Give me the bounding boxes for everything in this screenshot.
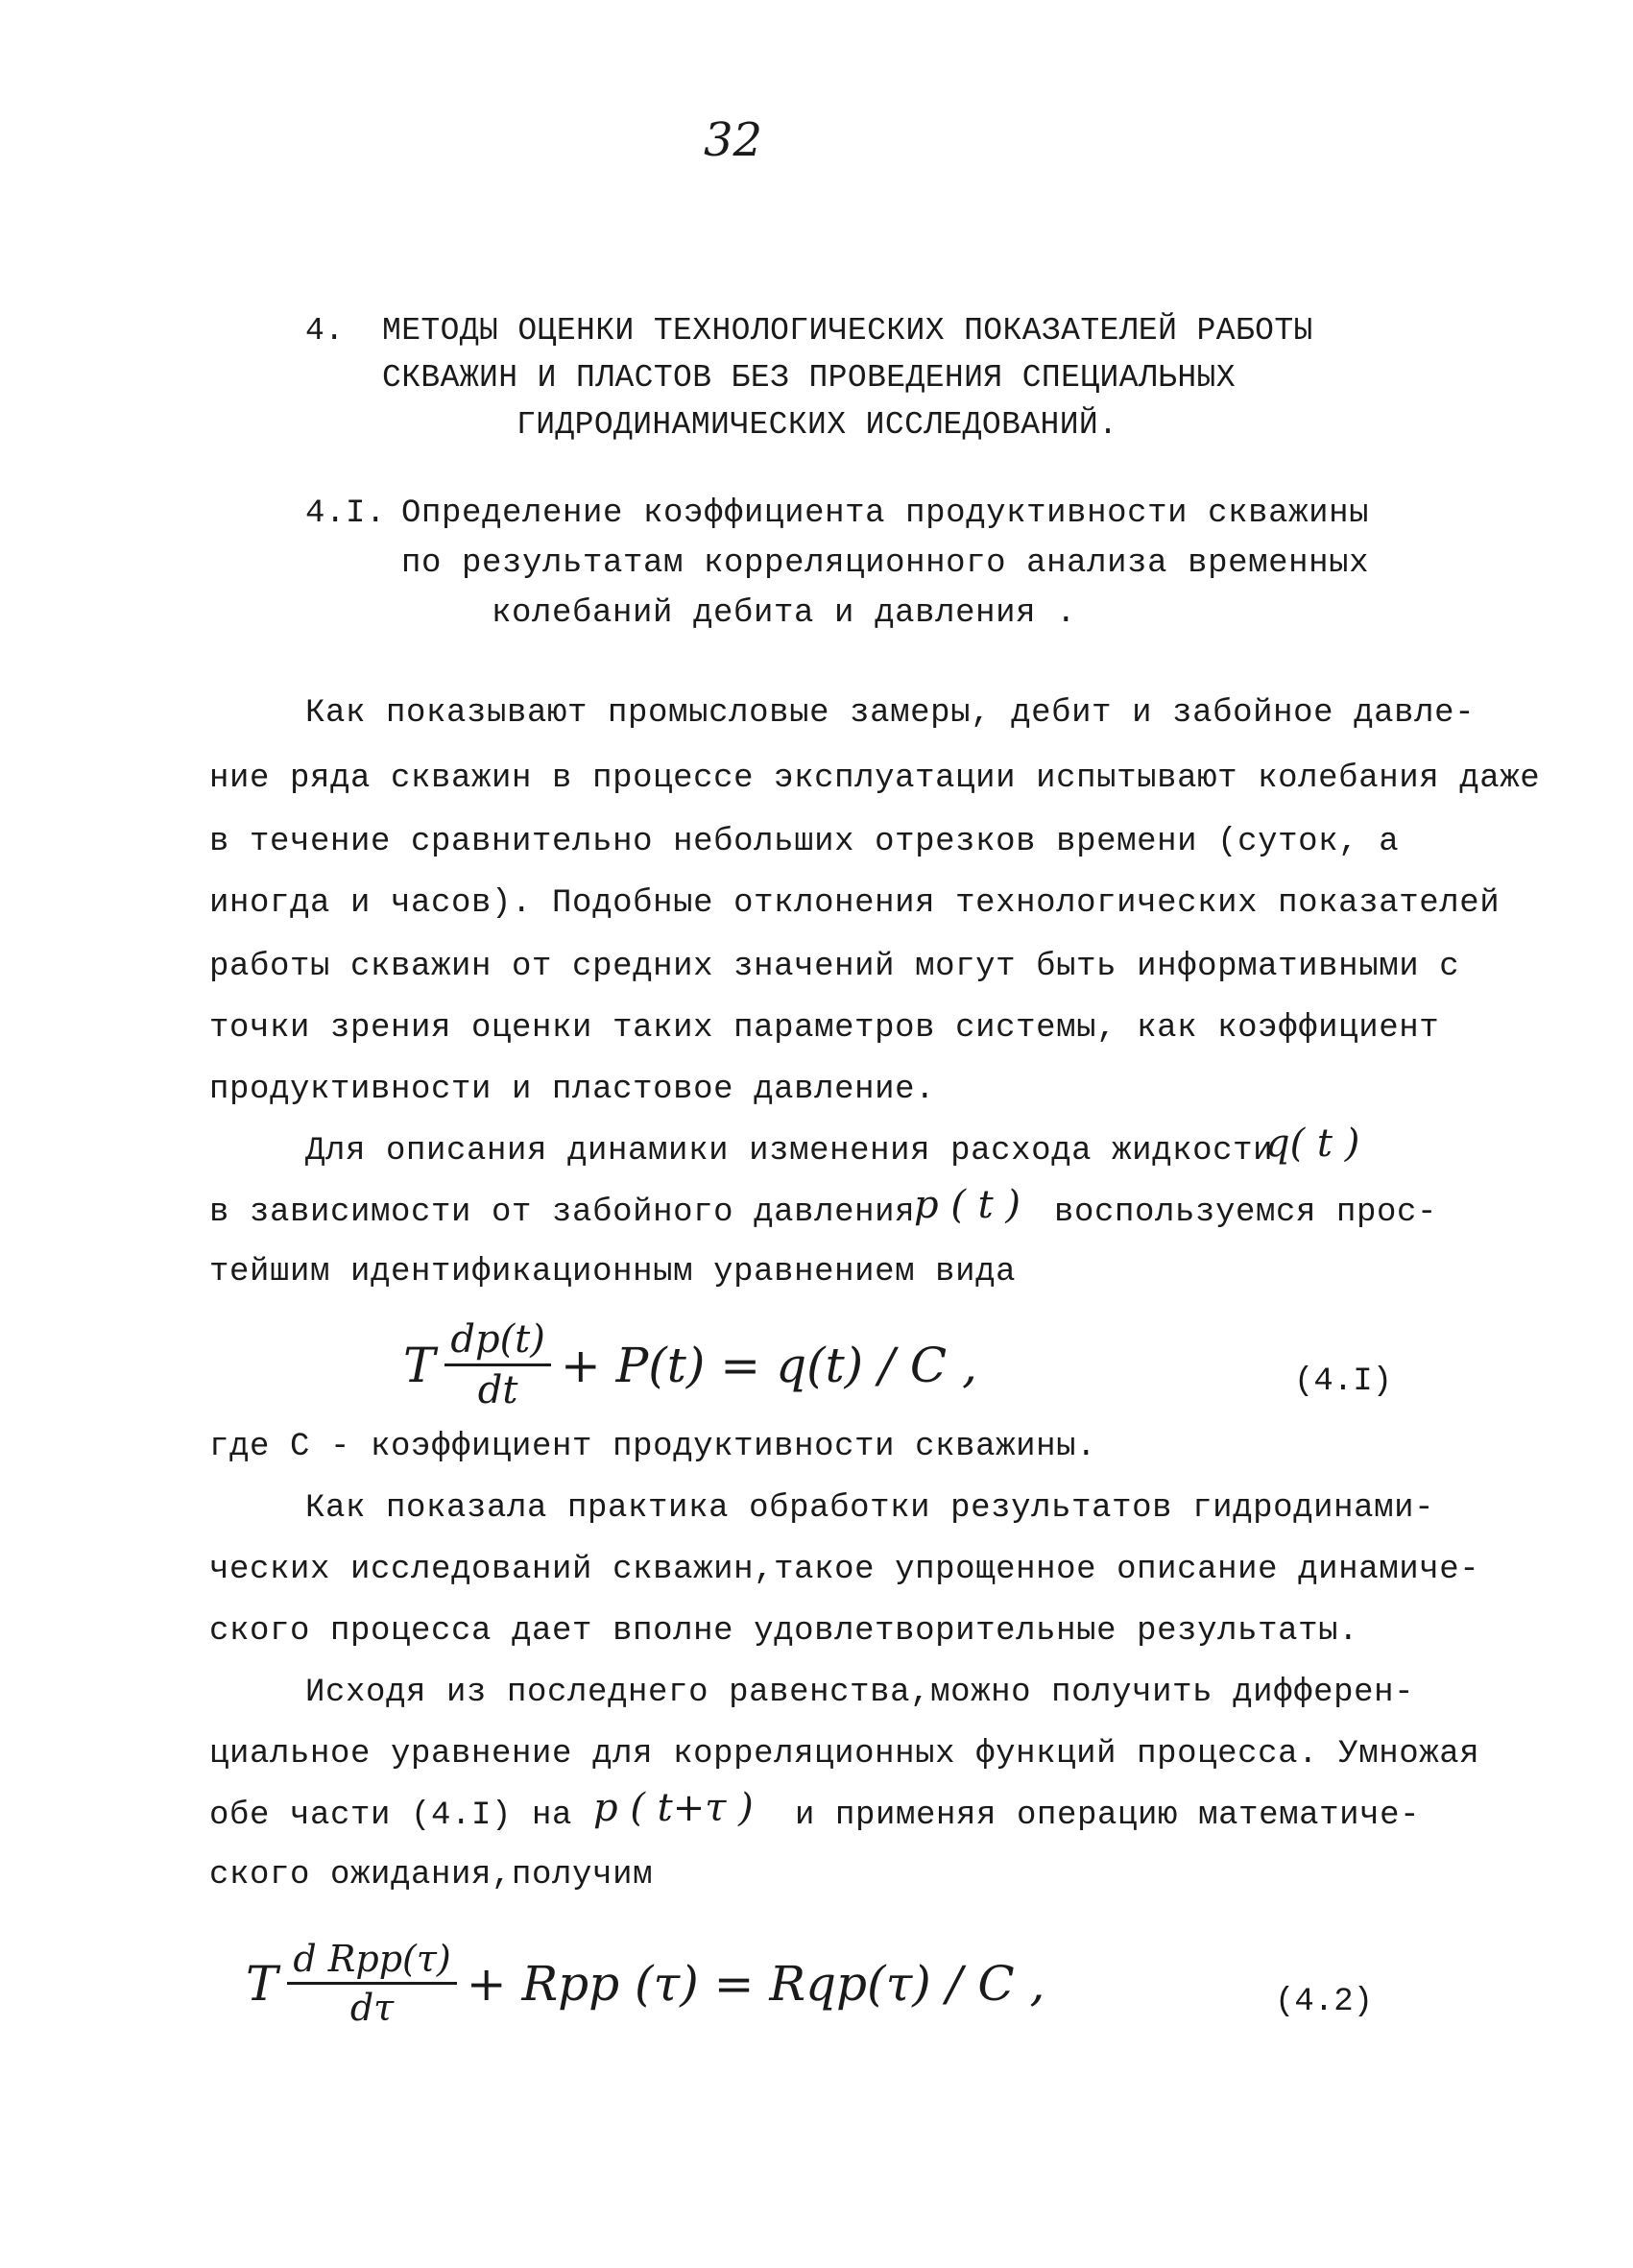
subsection-title-line-2: по результатам корреляционного анализа временных [401,545,1370,582]
equation-4-2 [246,1938,1045,2029]
text-line: в зависимости от забойного давления [209,1194,916,1231]
math-p-of-t: p ( t ) [914,1183,1021,1227]
text-line: тейшим идентификационным уравнением вида [209,1254,1017,1291]
text-line: ского ожидания,получим [209,1857,654,1894]
text-line: ние ряда скважин в процессе эксплуатации испытывают колебания даже [209,760,1541,797]
eq-rest: + Rpp (τ) = Rqp(τ) / C , [466,1955,1045,2012]
text-line: воспользуемся прос- [1054,1194,1438,1231]
eq-numerator: d Rpp(τ) [287,1938,456,1985]
eq-lead: T [246,1955,278,2012]
text-line: иногда и часов). Подобные отклонения технологических показателей [209,885,1501,922]
page-number: 32 [704,113,763,167]
text-line: Для описания динамики изменения расхода жидкости [305,1133,1274,1170]
eq-fraction [287,1938,456,2029]
eq-denominator: dτ [349,1987,395,2029]
equation-4-1 [403,1317,977,1412]
math-p-of-t-plus-tau: p ( t+τ ) [593,1786,754,1830]
section-title-line-3: ГИДРОДИНАМИЧЕСКИХ ИССЛЕДОВАНИЙ. [516,407,1118,443]
text-line: в течение сравнительно небольших отрезков времени (суток, а [209,824,1400,860]
subsection-title-line-1: Определение коэффициента продуктивности скважины [401,495,1370,532]
eq-lead: T [403,1337,436,1393]
text-line: ского процесса дает вполне удовлетворительные результаты. [209,1613,1359,1650]
text-line: и применяя операцию математиче- [795,1798,1421,1834]
text-line: циальное уравнение для корреляционных функций процесса. Умножая [209,1736,1480,1773]
section-number: 4. [305,313,345,349]
text-line: обе части (4.I) на [209,1798,573,1834]
eq-rest: + P(t) = q(t) / C , [560,1337,977,1393]
text-line: Как показала практика обработки результатов гидродинами- [305,1490,1435,1527]
subsection-title-line-3: колебаний дебита и давления . [492,595,1077,632]
math-q-of-t: q( t ) [1265,1122,1360,1166]
eq-denominator: dt [477,1368,518,1412]
equation-number-4-1: (4.I) [1294,1363,1393,1400]
eq-numerator: dp(t) [444,1317,551,1366]
where-line: где С - коэффициент продуктивности скважины. [209,1429,1097,1465]
section-title-line-1: МЕТОДЫ ОЦЕНКИ ТЕХНОЛОГИЧЕСКИХ ПОКАЗАТЕЛЕЙ РАБОТЫ [382,313,1313,349]
section-title-line-2: СКВАЖИН И ПЛАСТОВ БЕЗ ПРОВЕДЕНИЯ СПЕЦИАЛЬНЫХ [382,360,1236,396]
text-line: Исходя из последнего равенства,можно получить дифферен- [305,1675,1415,1711]
equation-number-4-2: (4.2) [1275,1984,1374,2020]
eq-fraction [444,1317,551,1412]
text-line: ческих исследований скважин,такое упрощенное описание динамиче- [209,1552,1480,1588]
text-line: работы скважин от средних значений могут быть информативными с [209,949,1460,985]
subsection-number: 4.I. [305,495,387,532]
text-line: продуктивности и пластовое давление. [209,1072,936,1108]
text-line: точки зрения оценки таких параметров системы, как коэффициент [209,1010,1440,1047]
text-line: Как показывают промысловые замеры, дебит и забойное давле- [305,695,1476,732]
